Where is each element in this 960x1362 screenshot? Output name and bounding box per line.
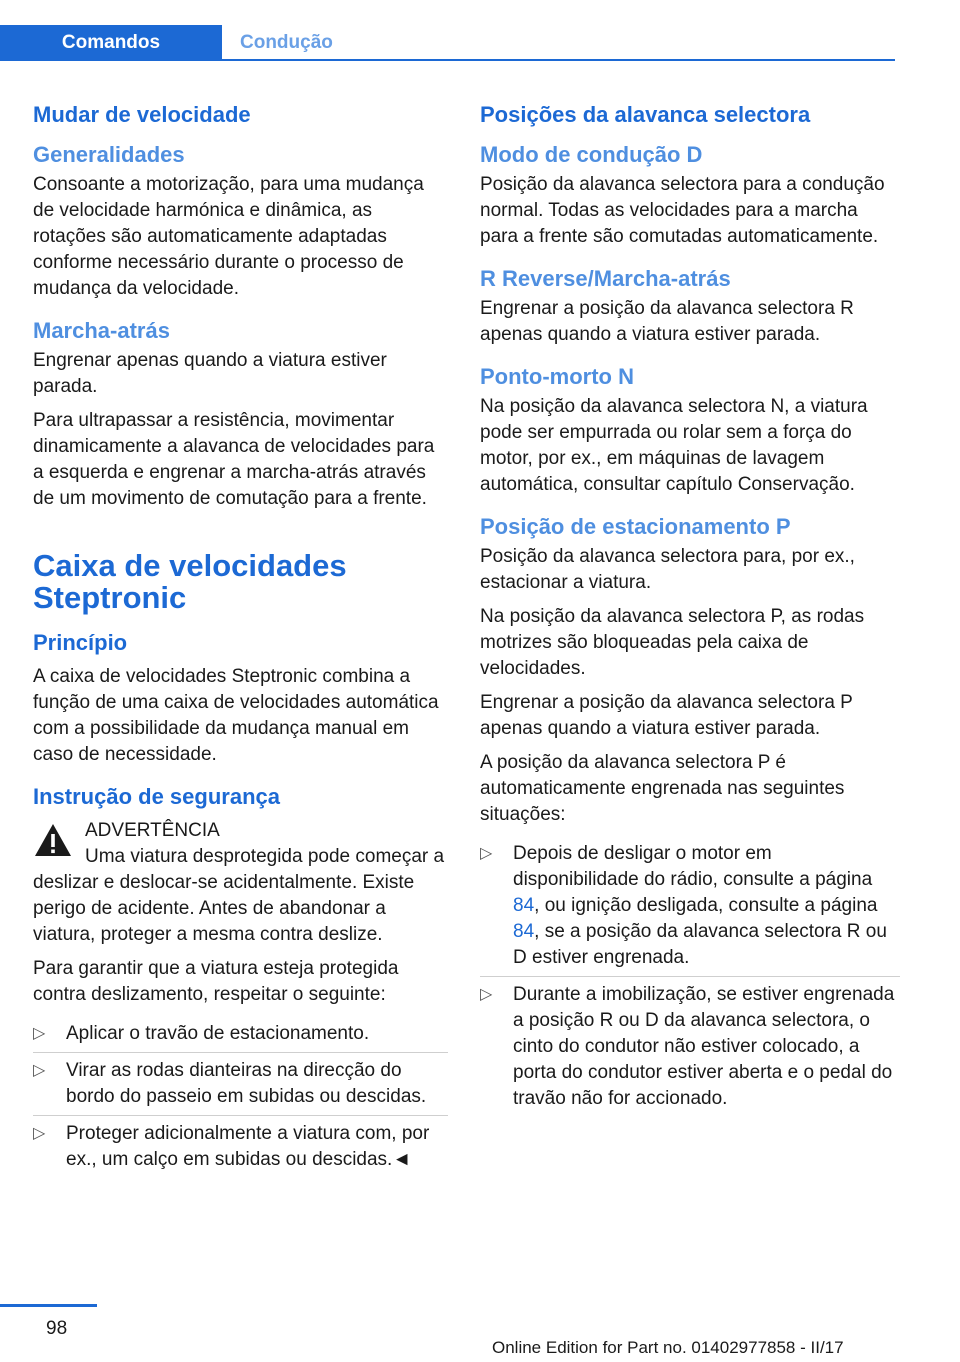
triangle-bullet-icon: ▷ [33, 1062, 46, 1079]
subtitle-reverse-r: R Reverse/Marcha-atrás [480, 266, 731, 291]
footer-accent-line [0, 1304, 97, 1307]
subtitle-ponto-morto-n: Ponto-morto N [480, 364, 634, 389]
p-situations-list [480, 836, 900, 1117]
page-number: 98 [46, 1318, 68, 1339]
list-item [33, 1115, 448, 1178]
subtitle-estacionamento-p: Posição de estacionamento P [480, 514, 791, 539]
header-divider [0, 59, 895, 61]
paragraph-marcha-2: Para ultrapassar a resistência, movimentar dinamicamente a alavanca de velocidades para a esquerda e engrenar a marcha-atrás através de um movimento de comutação para a frente. [33, 410, 435, 509]
subtitle-modo-d: Modo de condução D [480, 142, 703, 167]
paragraph-garantir: Para garantir que a viatura esteja protegida contra deslizamento, respeitar o seguinte: [33, 958, 399, 1005]
paragraph-generalidades: Consoante a motorização, para uma mudança de velocidade harmónica e dinâmica, as rotações são automaticamente adaptadas conforme necessário durante o processo de mudança da velocidade. [33, 174, 424, 299]
list-item [33, 1016, 448, 1052]
subtitle-principio: Princípio [33, 630, 128, 655]
subtitle-seguranca: Instrução de segurança [33, 784, 280, 809]
warning-text: Uma viatura desprotegida pode começar a deslizar e deslocar-se acidentalmente. Existe perigo de acidente. Antes de abandonar a viatura, proteger a mesma contra deslize. [33, 846, 445, 945]
list-item-text-b: , ou ignição desligada, consulte a página [534, 895, 878, 916]
list-item-text: Aplicar o travão de estacionamento. [66, 1023, 370, 1044]
paragraph-modo-d: Posição da alavanca selectora para a condução normal. Todas as velocidades para a marcha para a frente são comutadas automaticamente. [480, 174, 885, 247]
right-column [480, 100, 900, 1125]
chapter-title-steptronic: Caixa de velocidades Steptronic [33, 548, 347, 615]
paragraph-marcha-1: Engrenar apenas quando a viatura estiver parada. [33, 350, 387, 397]
subtitle-marcha-atras: Marcha-atrás [33, 318, 170, 343]
triangle-bullet-icon: ▷ [33, 1125, 46, 1142]
paragraph-ponto-morto-n: Na posição da alavanca selectora N, a viatura pode ser empurrada ou rolar sem a força do motor, por ex., em máquinas de lavagem automática, consultar capítulo Conservação. [480, 396, 868, 495]
paragraph-principio: A caixa de velocidades Steptronic combina a função de uma caixa de velocidades automática com a possibilidade da mudança manual em caso de necessidade. [33, 666, 439, 765]
list-item [480, 836, 900, 976]
paragraph-reverse-r: Engrenar a posição da alavanca selectora R apenas quando a viatura estiver parada. [480, 298, 854, 345]
list-item-text: Virar as rodas dianteiras na direcção do bordo do passeio em subidas ou descidas. [66, 1060, 427, 1107]
paragraph-p-1: Posição da alavanca selectora para, por ex., estacionar a viatura. [480, 546, 855, 593]
triangle-bullet-icon: ▷ [33, 1025, 46, 1042]
tab-comandos[interactable]: Comandos [0, 25, 222, 61]
triangle-bullet-icon: ▷ [480, 845, 493, 862]
list-item-text-c: , se a posição da alavanca selectora R ou D estiver engrenada. [513, 921, 887, 968]
section-title-mudar: Mudar de velocidade [33, 102, 251, 127]
list-item [33, 1052, 448, 1115]
edition-info: Online Edition for Part no. 01402977858 - II/17 [492, 1338, 844, 1357]
warning-label: ADVERTÊNCIA [85, 820, 220, 841]
paragraph-p-3: Engrenar a posição da alavanca selectora P apenas quando a viatura estiver parada. [480, 692, 853, 739]
tab-conducao[interactable]: Condução [240, 32, 333, 53]
triangle-bullet-icon: ▷ [480, 986, 493, 1003]
section-title-posicoes: Posições da alavanca selectora [480, 102, 811, 127]
list-item-text: Proteger adicionalmente a viatura com, por ex., um calço em subidas ou descidas.◄ [66, 1123, 430, 1170]
paragraph-p-4: A posição da alavanca selectora P é automaticamente engrenada nas seguintes situações: [480, 752, 845, 825]
left-column [33, 100, 448, 1186]
page-link-84[interactable]: 84 [513, 895, 535, 916]
page-link-84[interactable]: 84 [513, 921, 535, 942]
list-item-text: Durante a imobilização, se estiver engrenada a posição R ou D da alavanca selectora, o cinto do condutor não estiver colocado, a porta do condutor estiver aberta e o pedal do travão não for accionado. [513, 984, 895, 1109]
list-item-text-a: Depois de desligar o motor em disponibilidade do rádio, consulte a página [513, 843, 873, 890]
list-item [480, 976, 900, 1117]
warning-block [33, 818, 448, 948]
subtitle-generalidades: Generalidades [33, 142, 185, 167]
paragraph-p-2: Na posição da alavanca selectora P, as rodas motrizes são bloqueadas pela caixa de velocidades. [480, 606, 865, 679]
warning-triangle-icon [33, 822, 73, 858]
safety-list [33, 1016, 448, 1178]
header-bar [0, 25, 895, 61]
